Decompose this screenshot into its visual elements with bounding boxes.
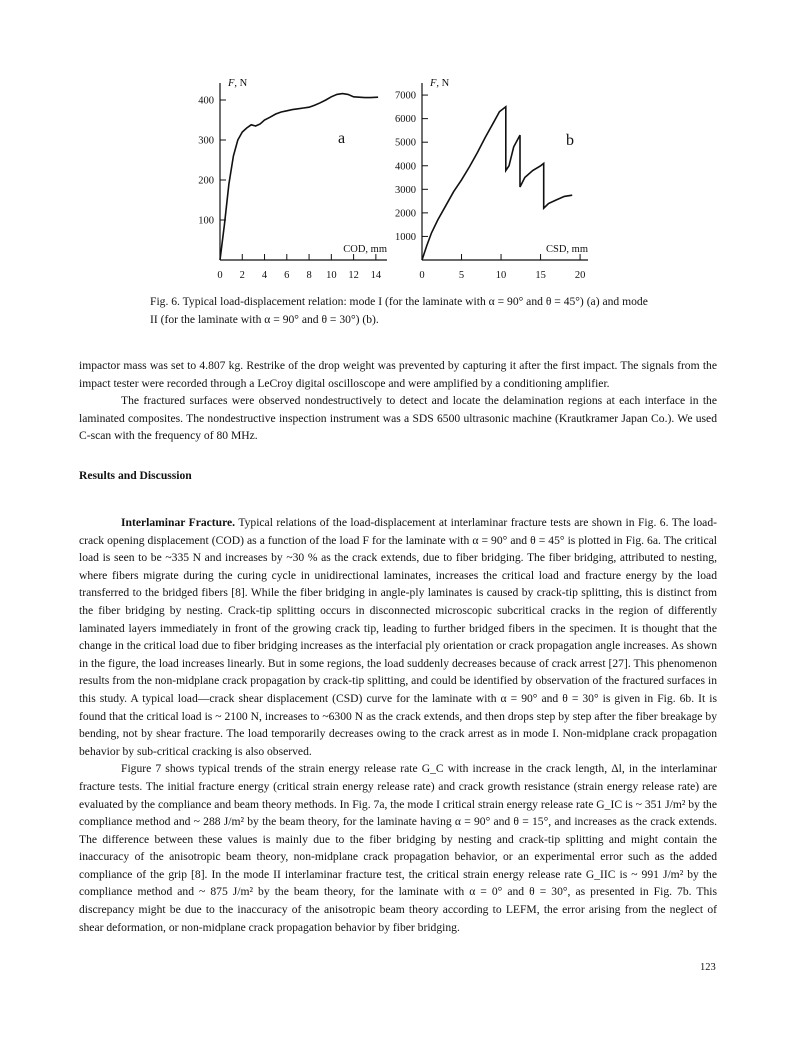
page-number: 123: [700, 962, 716, 973]
x-tick-label: 0: [217, 270, 223, 281]
panel-label: a: [338, 130, 346, 147]
x-axis-label: CSD, mm: [545, 244, 588, 255]
y-tick-label: 3000: [395, 184, 416, 196]
series-line: [220, 94, 378, 260]
y-tick-label: 1000: [395, 231, 416, 243]
figure-caption: Fig. 6. Typical load-displacement relation: mode I (for the laminate with α = 90° and θ = 45°) (a) and mode II (for the laminate with α = 90° and θ = 30°) (b).: [150, 295, 648, 326]
paragraph-body: Typical relations of the load-displacement at interlaminar fracture tests are shown in Fig. 6. The load-crack opening displacement (COD) as a function of the load F for the laminate with α = 90° and θ = 45° is plotted in Fig. 6a. The critical load is seen to be ~335 N and increases by ~30 % as the crack extends, due to fiber bridging. The fiber bridging, attributed to nesting, where fibers migrate during the curing cycle in unidirectional laminates, increases the critical load and fracture energy by the load transferred to the bridged fibers [8]. While the fiber bridging in angle-ply laminates is caused by crack-tip splitting, this is distinct from the fiber bridging by nesting. Crack-tip splitting occurs in disconnected microscopic subcritical cracks in the region of differently laminated layers immediately in front of the growing crack tip, leading to further bridged fibers in the specimen. It is thought that the change in the critical load due to fiber bridging increases as the interfacial ply orientation or crack propagation angle increases. As shown in the figure, the load increases linearly. But in some regions, the load suddenly decreases because of crack arrest [27]. This phenomenon results from the non-midplane crack propagation by crack-tip splitting, and could be identified by observation of the fractured surfaces in this study. A typical load—crack shear displacement (CSD) curve for the laminate with α = 90° and θ = 30° is given in Fig. 6b. It is found that the critical load is ~ 2100 N, increases to ~6300 N as the crack extends, and then drops step by step after the fiber breakage by bending, not by shear fracture. The load temporarily decreases owing to the crack arrest as in mode I. Non-midplane crack propagation behavior by sub-critical cracking is also observed.: [79, 516, 717, 758]
paragraph: [79, 514, 717, 760]
x-tick-label: 4: [261, 270, 268, 281]
series-line: [422, 107, 572, 260]
y-axis-label: F, N: [430, 78, 450, 89]
x-tick-label: 10: [495, 270, 507, 281]
y-tick-label: 5000: [395, 137, 416, 149]
x-axis-label: COD, mm: [343, 244, 387, 255]
figure-6: [190, 78, 610, 288]
x-tick-label: 20: [574, 270, 586, 281]
y-tick-label: 2000: [395, 208, 416, 220]
chart-panel-b: [380, 78, 590, 281]
y-tick-label: 7000: [395, 90, 416, 102]
results-text: [79, 514, 717, 936]
y-tick-label: 6000: [395, 114, 416, 126]
runin-heading: Interlaminar Fracture.: [121, 516, 236, 529]
y-axis-label: F, N: [228, 78, 248, 89]
x-tick-label: 10: [326, 270, 337, 281]
x-tick-label: 8: [306, 270, 312, 281]
y-tick-label: 400: [198, 95, 214, 107]
section-heading: Results and Discussion: [79, 469, 192, 482]
x-tick-label: 12: [348, 270, 359, 281]
x-tick-label: 0: [419, 270, 425, 281]
paragraph: The fractured surfaces were observed nondestructively to detect and locate the delamination regions at each interface in the laminated composites. The nondestructive inspection instrument was a SDS 6500 ultrasonic machine (Krautkramer Japan Co.). We used C-scan with the frequency of 80 MHz.: [79, 394, 717, 443]
x-tick-label: 6: [284, 270, 290, 281]
y-tick-label: 4000: [395, 161, 416, 173]
methods-text: [79, 357, 717, 445]
x-tick-label: 5: [458, 270, 465, 281]
chart-panel-a: [190, 78, 390, 281]
paragraph: impactor mass was set to 4.807 kg. Restrike of the drop weight was prevented by capturing it after the first impact. The signals from the impact tester were recorded through a LeCroy digital oscilloscope and were amplified by a conditioning amplifier.: [79, 359, 717, 390]
y-tick-label: 100: [198, 215, 214, 227]
x-tick-label: 2: [239, 270, 245, 281]
y-tick-label: 200: [198, 175, 214, 187]
x-tick-label: 14: [370, 270, 382, 281]
x-tick-label: 15: [535, 270, 546, 281]
paragraph: Figure 7 shows typical trends of the strain energy release rate G_C with increase in the crack length, Δl, in the interlaminar fracture tests. The initial fracture energy (critical strain energy release rate) and crack growth resistance (strain energy release rate) are evaluated by the compliance and beam theory methods. In Fig. 7a, the mode I critical strain energy release rate G_IC is ~ 351 J/m² by the compliance method and ~ 288 J/m² by the beam theory, for the laminate having α = 90° and θ = 15°, and increases as the crack extends. The difference between these values is mainly due to the fiber bridging by nesting and crack-tip splitting and might contain the inaccuracy of the anisotropic beam theory, non-midplane crack propagation behavior, or an experimental error such as the added compliance of the grip [8]. In the mode II interlaminar fracture test, the critical strain energy release rate G_IIC is ~ 991 J/m² by the compliance method and ~ 875 J/m² by the beam theory, for the laminate with α = 0° and θ = 30°, as presented in Fig. 7b. This discrepancy might be due to the inaccuracy of the anisotropic beam theory according to LEFM, the error arising from the neglect of shear deformation, or non-midplane crack propagation behavior by fiber bridging.: [79, 762, 717, 934]
y-tick-label: 300: [198, 135, 214, 147]
panel-label: b: [566, 132, 574, 149]
